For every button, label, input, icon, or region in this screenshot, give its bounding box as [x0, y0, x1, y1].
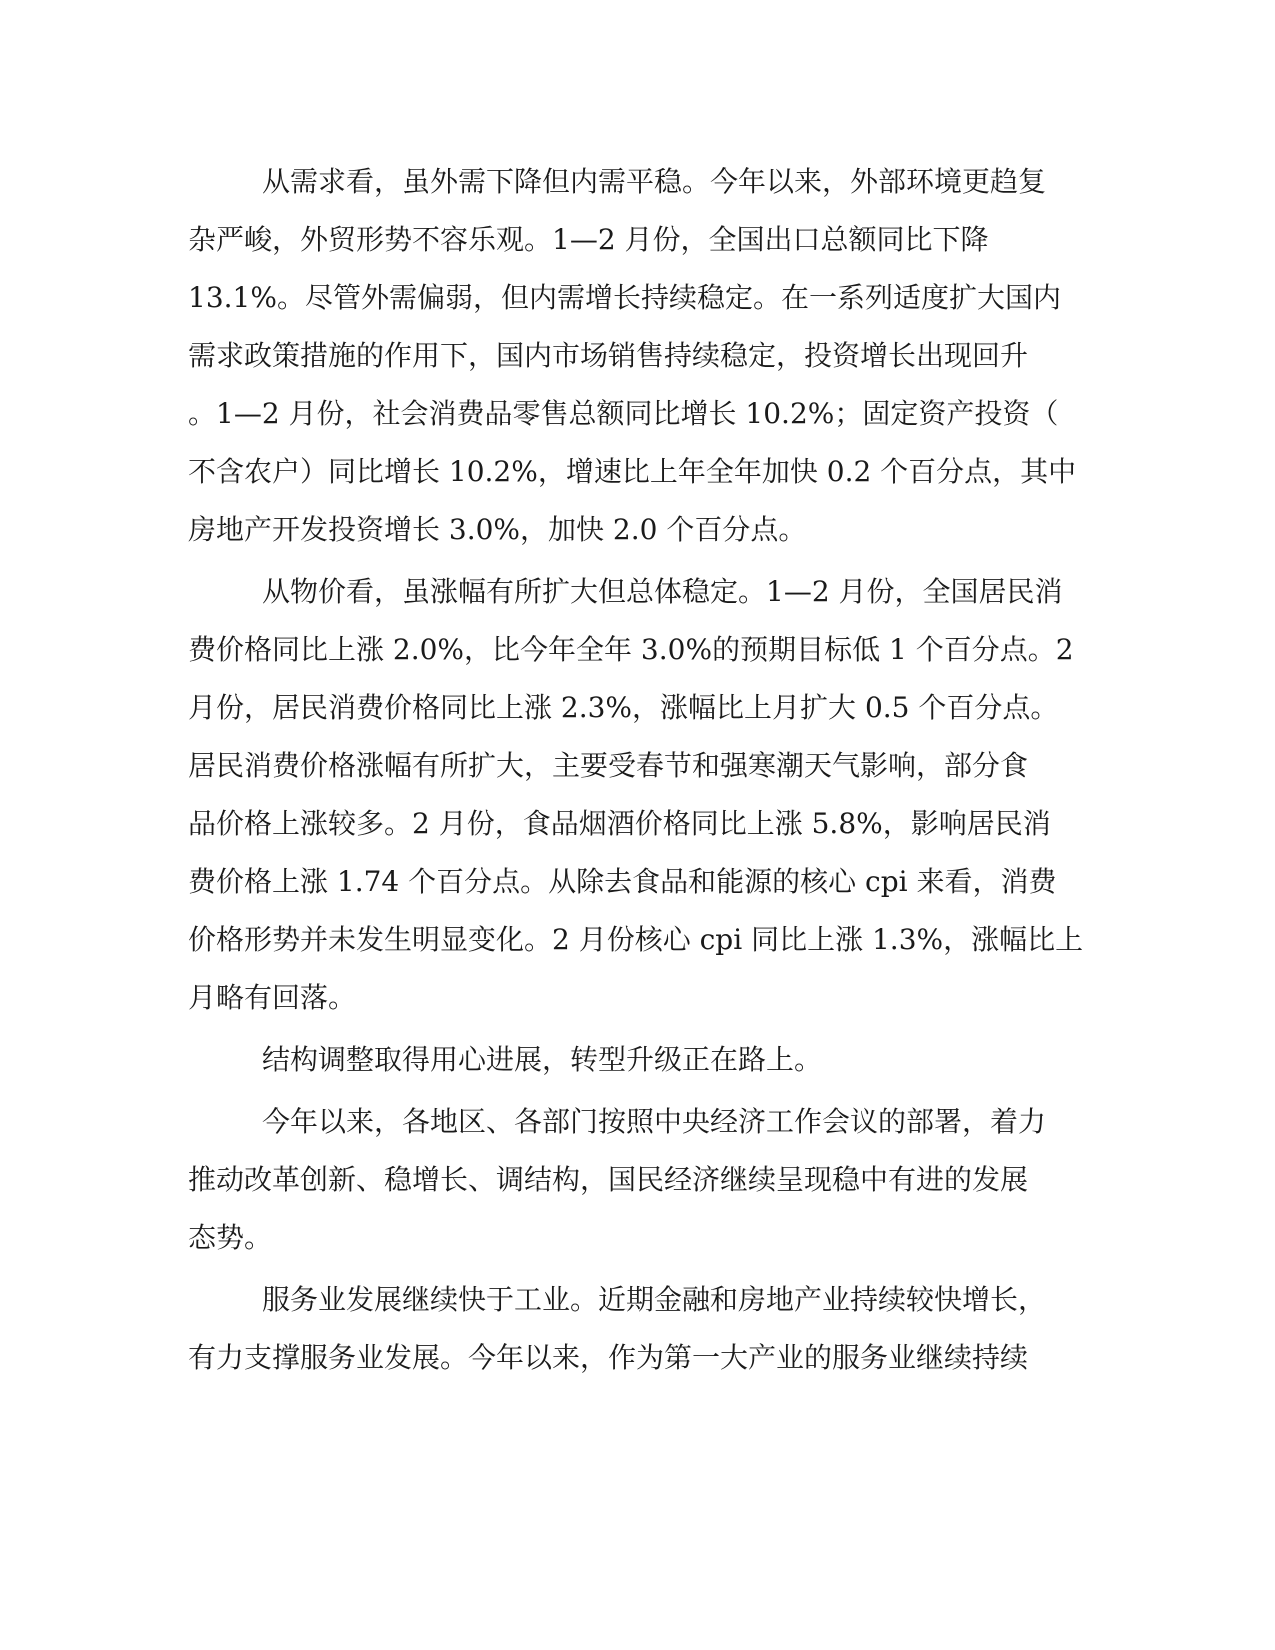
paragraph-prices-line-8: 月略有回落。: [188, 981, 357, 1014]
paragraph-demand-line-7: 房地产开发投资增长 3.0%，加快 2.0 个百分点。: [188, 513, 807, 546]
paragraph-prices-line-3: 月份，居民消费价格同比上涨 2.3%，涨幅比上月扩大 0.5 个百分点。: [188, 691, 1059, 724]
paragraph-services-line-2: 有力支撑服务业发展。今年以来，作为第一大产业的服务业继续持续: [188, 1341, 1029, 1374]
paragraph-prices-line-4: 居民消费价格涨幅有所扩大，主要受春节和强寒潮天气影响，部分食: [188, 749, 1029, 782]
paragraph-demand-line-1: 从需求看，虽外需下降但内需平稳。今年以来，外部环境更趋复: [262, 165, 1047, 198]
paragraph-demand-line-3: 13.1%。尽管外需偏弱，但内需增长持续稳定。在一系列适度扩大国内: [188, 281, 1061, 314]
paragraph-prices-line-5: 品价格上涨较多。2 月份，食品烟酒价格同比上涨 5.8%，影响居民消: [188, 807, 1051, 840]
paragraph-prices-line-2: 费价格同比上涨 2.0%，比今年全年 3.0%的预期目标低 1 个百分点。2: [188, 633, 1074, 666]
paragraph-reform-line-3: 态势。: [188, 1221, 273, 1254]
paragraph-services-line-1: 服务业发展继续快于工业。近期金融和房地产业持续较快增长，: [262, 1283, 1047, 1316]
paragraph-demand-line-2: 杂严峻，外贸形势不容乐观。1—2 月份，全国出口总额同比下降: [188, 223, 989, 256]
paragraph-reform-line-1: 今年以来，各地区、各部门按照中央经济工作会议的部署，着力: [262, 1105, 1047, 1138]
paragraph-prices-line-1: 从物价看，虽涨幅有所扩大但总体稳定。1—2 月份，全国居民消: [262, 575, 1063, 608]
paragraph-demand-line-4: 需求政策措施的作用下，国内市场销售持续稳定，投资增长出现回升: [188, 339, 1029, 372]
paragraph-demand-line-6: 不含农户）同比增长 10.2%，增速比上年全年加快 0.2 个百分点，其中: [188, 455, 1077, 488]
paragraph-prices-line-6: 费价格上涨 1.74 个百分点。从除去食品和能源的核心 cpi 来看，消费: [188, 865, 1057, 898]
paragraph-reform-line-2: 推动改革创新、稳增长、调结构，国民经济继续呈现稳中有进的发展: [188, 1163, 1029, 1196]
paragraph-prices-line-7: 价格形势并未发生明显变化。2 月份核心 cpi 同比上涨 1.3%，涨幅比上: [188, 923, 1084, 956]
paragraph-structure-line-1: 结构调整取得用心进展，转型升级正在路上。: [262, 1043, 823, 1076]
paragraph-demand-line-5: 。1—2 月份，社会消费品零售总额同比增长 10.2%；固定资产投资（: [188, 397, 1059, 430]
